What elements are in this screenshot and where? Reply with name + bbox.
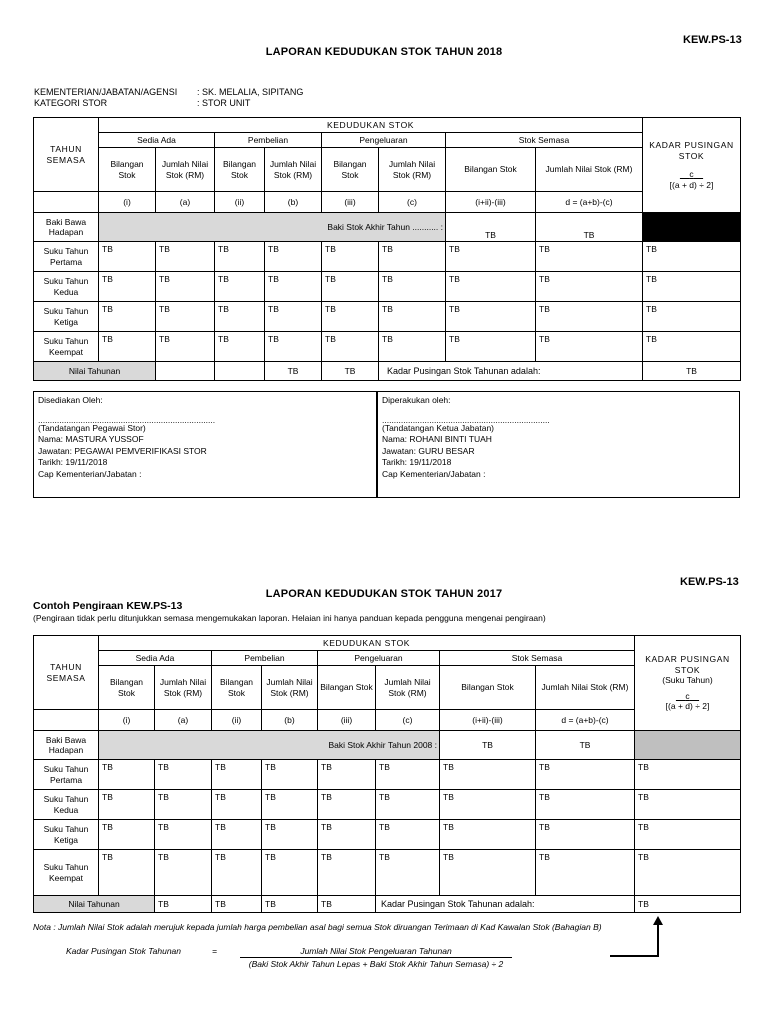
cell-tb: TB [446, 242, 536, 272]
prepared-by-box [33, 391, 377, 498]
header-tahun-semasa: TAHUN SEMASA [34, 118, 99, 192]
header-stok-semasa: Stok Semasa [446, 133, 643, 148]
stamp-label: Cap Kementerian/Jabatan : [38, 468, 142, 479]
header-jumlah-nilai: Jumlah Nilai Stok (RM) [536, 666, 635, 710]
signer-name: Nama: MASTURA YUSSOF [38, 434, 144, 444]
baki-akhir-label: Baki Stok Akhir Tahun ........... : [99, 213, 446, 242]
header-jumlah-nilai: Jumlah Nilai Stok (RM) [262, 666, 318, 710]
cell-tb: TB [212, 850, 262, 896]
cell-tb: TB [155, 760, 212, 790]
header-tahun-semasa: TAHUN SEMASA [34, 636, 99, 710]
cell-tb: TB [536, 850, 635, 896]
row-label-baki: Baki Bawa Hadapan [34, 731, 99, 760]
kadar-tahunan-label: Kadar Pusingan Stok Tahunan adalah: [376, 896, 635, 913]
signature-role: (Tandatangan Pegawai Stor) [38, 422, 146, 433]
cell-tb: TB [643, 332, 741, 362]
kadar-title: KADAR PUSINGAN STOK [649, 140, 734, 161]
approved-by-box [377, 391, 740, 498]
cell-tb: TB [156, 302, 215, 332]
row-label-baki: Baki Bawa Hadapan [34, 213, 99, 242]
cell-tb: TB [318, 760, 376, 790]
cell-tb: TB [99, 760, 155, 790]
cell-tb: TB [536, 332, 643, 362]
header-sedia-ada: Sedia Ada [99, 651, 212, 666]
cell-tb: TB [379, 242, 446, 272]
formula-equals: = [212, 946, 217, 956]
cell-tb: TB [379, 302, 446, 332]
cell-tb: TB [635, 760, 741, 790]
code-cell: (iii) [318, 710, 376, 731]
cell-tb: TB [318, 850, 376, 896]
signer-position: Jawatan: GURU BESAR [382, 445, 475, 456]
cell-tb: TB [635, 820, 741, 850]
empty-cell [215, 362, 265, 381]
cell-tb: TB [536, 213, 643, 242]
cell-tb: TB [446, 332, 536, 362]
header-pengeluaran: Pengeluaran [318, 651, 440, 666]
code-cell: (ii) [212, 710, 262, 731]
cell-tb: TB [322, 242, 379, 272]
footnote: Nota : Jumlah Nilai Stok adalah merujuk kepada jumlah harga pembelian asal bagi semua Stok diruangan Terimaan di Kad Kawalan Stok (Bahagian B) [33, 922, 602, 932]
cell-tb: TB [99, 272, 156, 302]
cell-tb: TB [212, 760, 262, 790]
blank-cell [34, 192, 99, 213]
cell-tb: TB [155, 790, 212, 820]
cell-tb: TB [265, 242, 322, 272]
meta-value-category: : STOR UNIT [197, 98, 251, 108]
stamp-label: Cap Kementerian/Jabatan : [382, 468, 486, 479]
cell-tb: TB [215, 332, 265, 362]
cell-tb: TB [322, 302, 379, 332]
header-sedia-ada: Sedia Ada [99, 133, 215, 148]
cell-tb: TB [536, 302, 643, 332]
example-note: (Pengiraan tidak perlu ditunjukkan semasa mengemukakan laporan. Helaian ini hanya panduan kepada pengguna mengenai pengiraan) [33, 613, 546, 623]
cell-tb: TB [536, 790, 635, 820]
header-pembelian: Pembelian [212, 651, 318, 666]
cell-tb: TB [156, 242, 215, 272]
cell-tb: TB [262, 820, 318, 850]
row-label-q1: Suku Tahun Pertama [34, 242, 99, 272]
code-cell: (ii) [215, 192, 265, 213]
cell-tb: TB [262, 790, 318, 820]
header-jumlah-nilai: Jumlah Nilai Stok (RM) [536, 148, 643, 192]
stock-table-2018 [33, 117, 741, 381]
header-kedudukan-stok: KEDUDUKAN STOK [99, 118, 643, 133]
header-bilangan-stok: Bilangan Stok [99, 148, 156, 192]
kadar-formula: [(a + d) ÷ 2] [665, 701, 710, 712]
row-label-q3: Suku Tahun Ketiga [34, 302, 99, 332]
cell-tb: TB [536, 760, 635, 790]
kadar-title: KADAR PUSINGAN STOK [645, 654, 730, 675]
report-title: LAPORAN KEDUDUKAN STOK TAHUN 2018 [265, 46, 503, 58]
row-label-q2: Suku Tahun Kedua [34, 790, 99, 820]
code-cell: (i) [99, 192, 156, 213]
cell-tb: TB [155, 896, 212, 913]
cell-tb: TB [262, 760, 318, 790]
row-label-q4: Suku Tahun Keempat [34, 850, 99, 896]
header-pembelian: Pembelian [215, 133, 322, 148]
code-cell: (a) [156, 192, 215, 213]
cell-tb: TB [376, 850, 440, 896]
header-bilangan-stok: Bilangan Stok [99, 666, 155, 710]
meta-value-agency: : SK. MELALIA, SIPITANG [197, 87, 304, 97]
cell-tb: TB [322, 272, 379, 302]
header-kadar [635, 636, 741, 731]
code-cell: (iii) [322, 192, 379, 213]
header-stok-semasa: Stok Semasa [440, 651, 635, 666]
cell-tb: TB [215, 272, 265, 302]
cell-tb: TB [635, 790, 741, 820]
cell-tb: TB [215, 242, 265, 272]
form-code: KEW.PS-13 [680, 576, 739, 588]
code-cell: d = (a+b)-(c) [536, 710, 635, 731]
header-jumlah-nilai: Jumlah Nilai Stok (RM) [156, 148, 215, 192]
header-pengeluaran: Pengeluaran [322, 133, 446, 148]
cell-tb: TB [379, 332, 446, 362]
kadar-formula: [(a + d) ÷ 2] [669, 179, 714, 190]
cell-tb: TB [376, 760, 440, 790]
cell-tb: TB [440, 850, 536, 896]
cell-tb: TB [99, 242, 156, 272]
cell-tb: TB [155, 850, 212, 896]
header-jumlah-nilai: Jumlah Nilai Stok (RM) [155, 666, 212, 710]
nilai-tahunan-label: Nilai Tahunan [34, 896, 155, 913]
cell-tb: TB [446, 302, 536, 332]
row-label-q3: Suku Tahun Ketiga [34, 820, 99, 850]
cell-tb: TB [156, 272, 215, 302]
meta-label-category: KATEGORI STOR [34, 98, 108, 108]
kadar-tahunan-label: Kadar Pusingan Stok Tahunan adalah: [379, 362, 643, 381]
cell-tb: TB [536, 272, 643, 302]
code-cell: d = (a+b)-(c) [536, 192, 643, 213]
header-bilangan-stok: Bilangan Stok [212, 666, 262, 710]
cell-tb: TB [212, 790, 262, 820]
cell-tb: TB [643, 242, 741, 272]
arrow-connector [600, 915, 670, 960]
signature-line: ........................................................................... [38, 414, 216, 425]
cell-tb: TB [262, 896, 318, 913]
prepared-by-title: Disediakan Oleh: [38, 395, 103, 405]
cell-tb: TB [99, 302, 156, 332]
cell-tb: TB [446, 213, 536, 242]
example-heading: Contoh Pengiraan KEW.PS-13 [33, 600, 183, 612]
sign-date: Tarikh: 19/11/2018 [382, 457, 452, 467]
header-jumlah-nilai: Jumlah Nilai Stok (RM) [379, 148, 446, 192]
cell-tb: TB [265, 302, 322, 332]
header-bilangan-stok: Bilangan Stok [318, 666, 376, 710]
blacked-cell [643, 213, 741, 242]
row-label-q2: Suku Tahun Kedua [34, 272, 99, 302]
cell-tb: TB [99, 790, 155, 820]
cell-tb: TB [265, 272, 322, 302]
cell-tb: TB [643, 362, 741, 381]
cell-tb: TB [446, 272, 536, 302]
cell-tb: TB [536, 731, 635, 760]
row-label-q1: Suku Tahun Pertama [34, 760, 99, 790]
code-cell: (a) [155, 710, 212, 731]
signer-name: Nama: ROHANI BINTI TUAH [382, 434, 492, 444]
cell-tb: TB [99, 850, 155, 896]
cell-tb: TB [379, 272, 446, 302]
row-label-q4: Suku Tahun Keempat [34, 332, 99, 362]
header-kadar [643, 118, 741, 213]
cell-tb: TB [262, 850, 318, 896]
signature-role: (Tandatangan Ketua Jabatan) [382, 422, 495, 433]
code-cell: (c) [379, 192, 446, 213]
header-bilangan-stok: Bilangan Stok [322, 148, 379, 192]
cell-tb: TB [215, 302, 265, 332]
cell-tb: TB [536, 820, 635, 850]
kadar-c: c [685, 690, 690, 701]
signature-line: ....................................................................... [382, 414, 550, 425]
cell-tb: TB [643, 302, 741, 332]
cell-tb: TB [318, 790, 376, 820]
baki-akhir-label: Baki Stok Akhir Tahun 2008 : [99, 731, 440, 760]
nilai-tahunan-label: Nilai Tahunan [34, 362, 156, 381]
shaded-cell [635, 731, 741, 760]
code-cell: (i) [99, 710, 155, 731]
sign-date: Tarikh: 19/11/2018 [38, 457, 108, 467]
cell-tb: TB [635, 850, 741, 896]
kadar-suku: (Suku Tahun) [662, 675, 713, 686]
cell-tb: TB [212, 820, 262, 850]
cell-tb: TB [635, 896, 741, 913]
code-cell: (b) [262, 710, 318, 731]
cell-tb: TB [643, 272, 741, 302]
cell-tb: TB [322, 332, 379, 362]
header-jumlah-nilai: Jumlah Nilai Stok (RM) [376, 666, 440, 710]
cell-tb: TB [212, 896, 262, 913]
header-bilangan-stok: Bilangan Stok [440, 666, 536, 710]
cell-tb: TB [440, 820, 536, 850]
header-kedudukan-stok: KEDUDUKAN STOK [99, 636, 635, 651]
formula-label: Kadar Pusingan Stok Tahunan [66, 946, 181, 956]
formula-denominator: (Baki Stok Akhir Tahun Lepas + Baki Stok Akhir Tahun Semasa) ÷ 2 [248, 959, 504, 969]
code-cell: (i+ii)-(iii) [446, 192, 536, 213]
cell-tb: TB [536, 242, 643, 272]
cell-tb: TB [440, 731, 536, 760]
cell-tb: TB [155, 820, 212, 850]
kadar-c: c [689, 169, 694, 179]
empty-cell [156, 362, 215, 381]
cell-tb: TB [376, 820, 440, 850]
cell-tb: TB [265, 362, 322, 381]
cell-tb: TB [99, 820, 155, 850]
cell-tb: TB [376, 790, 440, 820]
cell-tb: TB [440, 760, 536, 790]
cell-tb: TB [318, 896, 376, 913]
header-bilangan-stok: Bilangan Stok [215, 148, 265, 192]
cell-tb: TB [265, 332, 322, 362]
stock-table-2017 [33, 635, 741, 913]
cell-tb: TB [440, 790, 536, 820]
header-jumlah-nilai: Jumlah Nilai Stok (RM) [265, 148, 322, 192]
header-bilangan-stok: Bilangan Stok [446, 148, 536, 192]
signer-position: Jawatan: PEGAWAI PEMVERIFIKASI STOR [38, 445, 207, 456]
code-cell: (i+ii)-(iii) [440, 710, 536, 731]
code-cell: (c) [376, 710, 440, 731]
form-code: KEW.PS-13 [683, 34, 742, 46]
meta-label-agency: KEMENTERIAN/JABATAN/AGENSI [34, 87, 178, 97]
blank-cell [34, 710, 99, 731]
cell-tb: TB [99, 332, 156, 362]
formula-numerator: Jumlah Nilai Stok Pengeluaran Tahunan [240, 946, 512, 958]
approved-by-title: Diperakukan oleh: [382, 395, 451, 405]
cell-tb: TB [156, 332, 215, 362]
cell-tb: TB [322, 362, 379, 381]
cell-tb: TB [318, 820, 376, 850]
report-title: LAPORAN KEDUDUKAN STOK TAHUN 2017 [265, 588, 503, 600]
code-cell: (b) [265, 192, 322, 213]
